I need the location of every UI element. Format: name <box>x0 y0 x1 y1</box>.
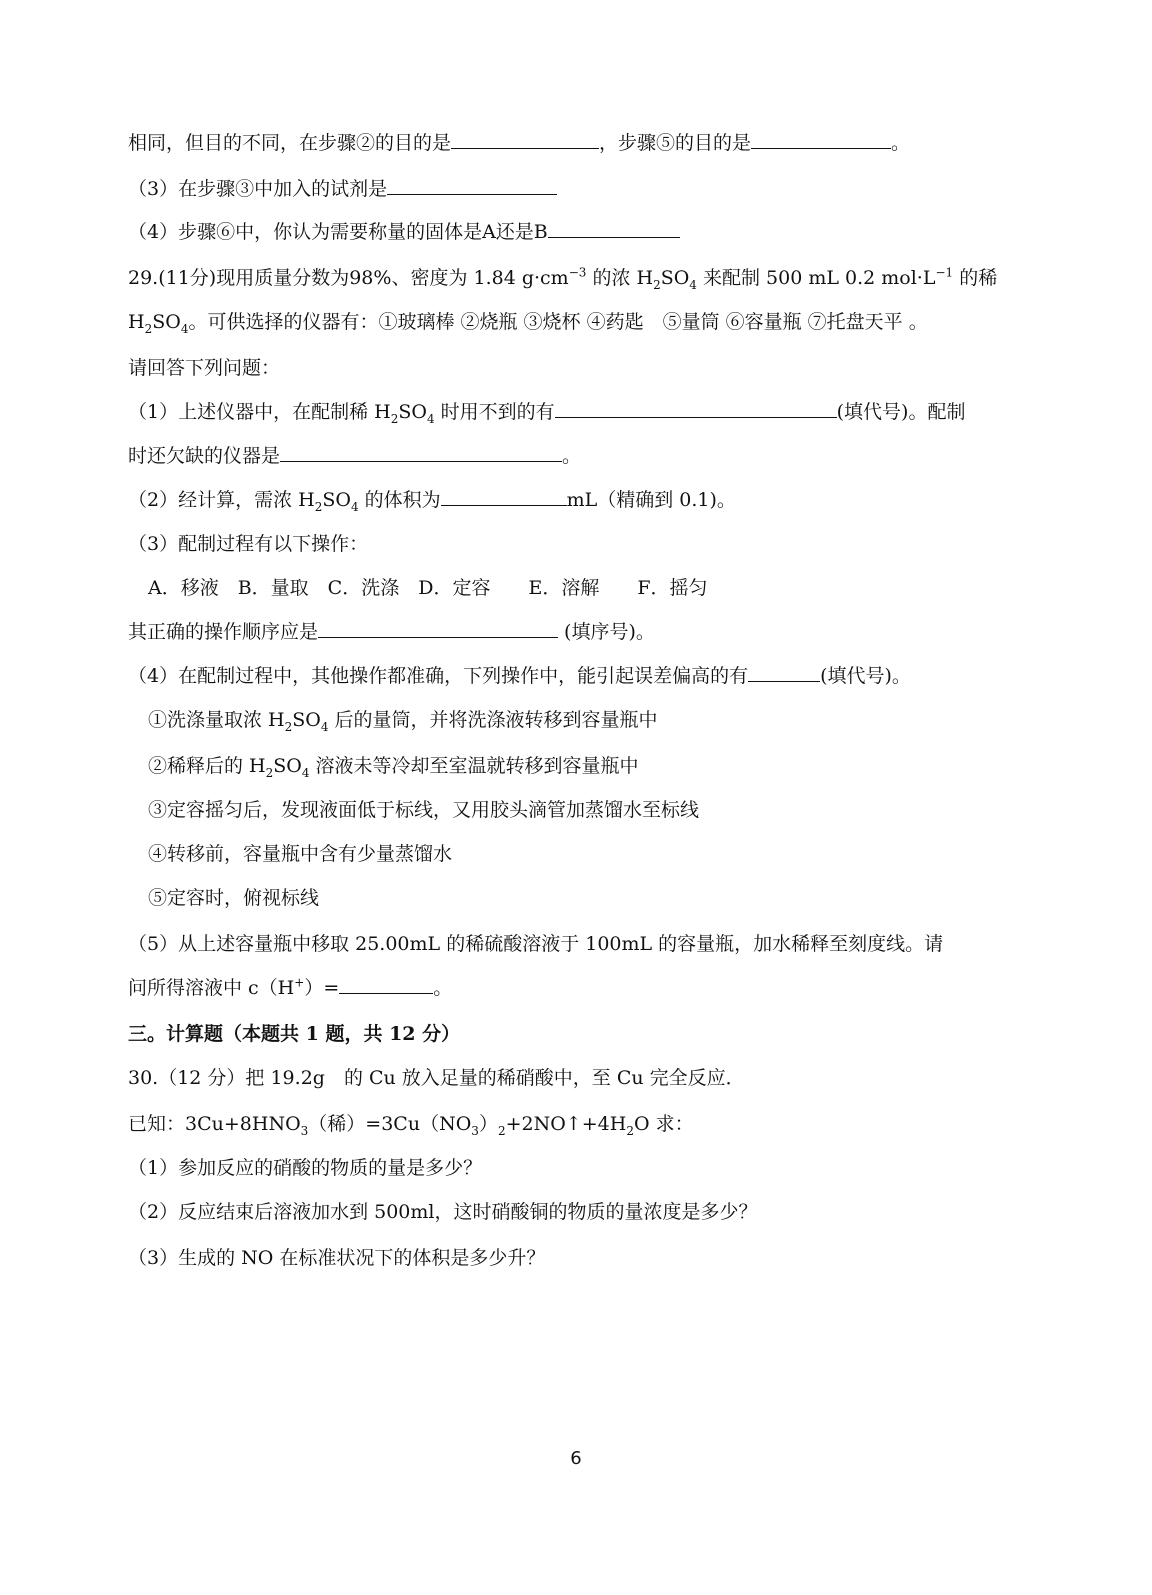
text-line-9 <box>128 488 736 512</box>
text-line-3 <box>128 220 680 244</box>
text: (填代号)。配制 <box>836 401 966 423</box>
answer-blank[interactable] <box>339 976 433 994</box>
reaction-equation <box>128 1112 694 1136</box>
answer-blank[interactable] <box>751 131 891 149</box>
text: SO <box>660 267 690 289</box>
option-3: ③定容摇匀后，发现液面低于标线，又用胶头滴管加蒸馏水至标线 <box>148 799 700 821</box>
sub-question-1: （1）参加反应的硝酸的物质的量是多少？ <box>128 1157 483 1179</box>
subscript: 4 <box>301 765 310 780</box>
subscript: 2 <box>626 1123 634 1138</box>
text: 来配制 500 mL 0.2 mol·L <box>696 267 936 289</box>
text-line-12 <box>128 620 655 644</box>
answer-blank[interactable] <box>280 444 562 462</box>
text: 溶液未等冷却至室温就转移到容量瓶中 <box>309 755 639 777</box>
text: （4）步骤⑥中，你认为需要称量的固体是A还是B <box>128 221 548 243</box>
subscript: 2 <box>265 765 274 780</box>
text: ②稀释后的 H <box>148 755 266 777</box>
text: 后的量筒，并将洗涤液转移到容量瓶中 <box>328 709 658 731</box>
subscript: 4 <box>180 321 189 336</box>
text: 29.(11分)现用质量分数为98%、密度为 1.84 g·cm <box>128 267 569 289</box>
text: SO <box>152 311 181 333</box>
sub-question-3: （3）生成的 NO 在标准状况下的体积是多少升？ <box>128 1247 546 1269</box>
subscript: 4 <box>689 277 697 292</box>
subscript: 2 <box>314 499 323 514</box>
superscript: −1 <box>935 265 954 280</box>
text: SO <box>292 709 321 731</box>
subscript: 3 <box>300 1123 309 1138</box>
text: 的体积为 <box>358 489 441 511</box>
text: 其正确的操作顺序应是 <box>128 621 319 643</box>
subscript: 2 <box>284 719 293 734</box>
answer-blank[interactable] <box>548 220 680 238</box>
text-line-8 <box>128 444 581 468</box>
text-line-1 <box>128 131 910 155</box>
text-line-19: （5）从上述容量瓶中移取 25.00mL 的稀硫酸溶液于 100mL 的容量瓶，加水稀释至刻度线。请 <box>128 933 944 955</box>
subscript: 2 <box>497 1123 506 1138</box>
option-5: ⑤定容时，俯视标线 <box>148 887 320 909</box>
text: （3）在步骤③中加入的试剂是 <box>128 178 388 200</box>
text: H <box>128 311 145 333</box>
text-line-10: （3）配制过程有以下操作： <box>128 533 369 555</box>
text: SO <box>273 755 302 777</box>
text: 相同，但目的不同，在步骤②的目的是 <box>128 132 452 154</box>
sub-question-2: （2）反应结束后溶液加水到 500ml，这时硝酸铜的物质的量浓度是多少？ <box>128 1201 758 1223</box>
answer-blank[interactable] <box>451 131 599 149</box>
text-line-13 <box>128 664 911 688</box>
text: O 求： <box>633 1113 694 1135</box>
text: 。可供选择的仪器有：①玻璃棒 ②烧瓶 ③烧杯 ④药匙 ⑤量筒 ⑥容量瓶 ⑦托盘天平 。 <box>188 311 928 333</box>
text: (填序号)。 <box>558 621 655 643</box>
subscript: 4 <box>350 499 359 514</box>
option-2 <box>148 754 639 778</box>
question-30: 30.（12 分）把 19.2g 的 Cu 放入足量的稀硝酸中，至 Cu 完全反应． <box>128 1067 745 1089</box>
answer-blank[interactable] <box>555 400 837 418</box>
text: 时还欠缺的仪器是 <box>128 445 281 467</box>
text-line-2 <box>128 177 557 201</box>
text: 。 <box>562 445 582 467</box>
subscript: 4 <box>426 411 435 426</box>
answer-blank[interactable] <box>318 620 558 638</box>
text: ①洗涤量取浓 H <box>148 709 285 731</box>
text: 。 <box>433 977 453 999</box>
text: mL（精确到 0.1)。 <box>566 489 736 511</box>
subscript: 2 <box>653 277 661 292</box>
section-heading: 三。计算题（本题共 1 题，共 12 分） <box>128 1023 461 1045</box>
text: ，步骤⑤的目的是 <box>599 132 752 154</box>
text: +2NO↑+4H <box>505 1113 627 1135</box>
text: 问所得溶液中 c（H <box>128 977 295 999</box>
text-line-5 <box>128 310 928 334</box>
option-4: ④转移前，容量瓶中含有少量蒸馏水 <box>148 843 453 865</box>
text-line-6: 请回答下列问题： <box>128 357 281 379</box>
text: ） <box>478 1113 498 1135</box>
text-line-7 <box>128 400 965 424</box>
subscript: 2 <box>390 411 399 426</box>
text: （4）在配制过程中，其他操作都准确，下列操作中，能引起误差偏高的有 <box>128 665 749 687</box>
page-number: 6 <box>570 1448 582 1469</box>
text: SO <box>322 489 351 511</box>
answer-blank[interactable] <box>387 177 557 195</box>
text: （1）上述仪器中，在配制稀 H <box>128 401 391 423</box>
text: 时用不到的有 <box>434 401 555 423</box>
text: 的浓 H <box>586 267 654 289</box>
answer-blank[interactable] <box>441 488 567 506</box>
question-29 <box>128 266 997 290</box>
text: SO <box>398 401 427 423</box>
answer-blank[interactable] <box>748 664 820 682</box>
superscript: + <box>294 975 305 990</box>
operations-list: A．移液 B．量取 C．洗涤 D．定容 E．溶解 F．摇匀 <box>148 577 708 599</box>
text-line-20 <box>128 976 452 1000</box>
superscript: −3 <box>568 265 587 280</box>
text: 已知：3Cu+8HNO <box>128 1113 301 1135</box>
text: 的稀 <box>953 267 998 289</box>
subscript: 3 <box>471 1123 479 1138</box>
option-1 <box>148 708 658 732</box>
subscript: 2 <box>144 321 153 336</box>
text: （稀）=3Cu（NO <box>308 1113 472 1135</box>
subscript: 4 <box>320 719 329 734</box>
text: (填代号)。 <box>820 665 911 687</box>
text: ）= <box>304 977 340 999</box>
text: 。 <box>891 132 911 154</box>
text: （2）经计算，需浓 H <box>128 489 315 511</box>
